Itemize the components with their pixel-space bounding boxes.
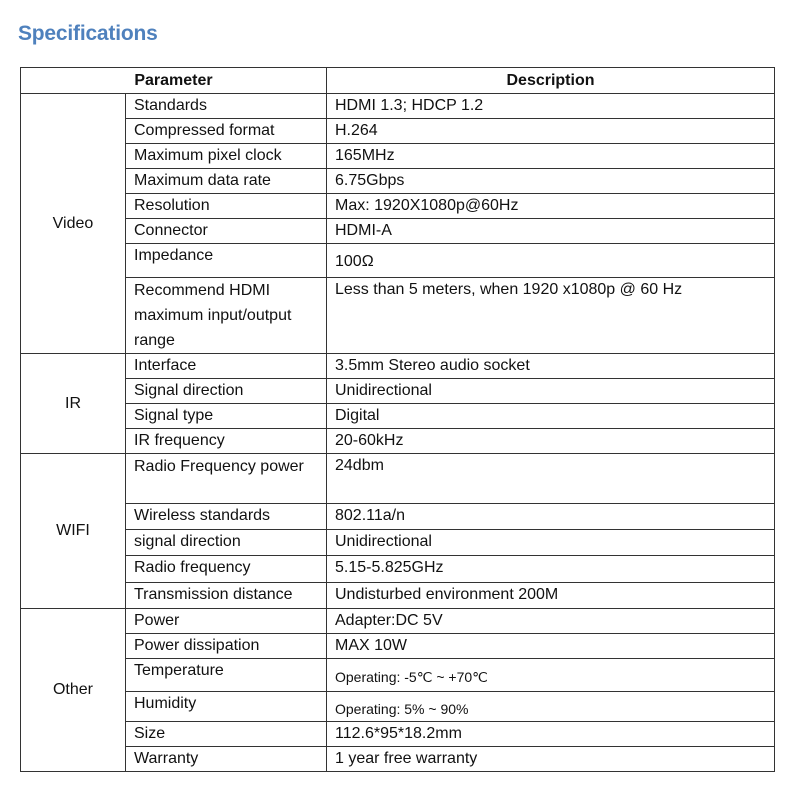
desc-cell: Unidirectional: [327, 379, 775, 404]
table-row: [21, 278, 775, 354]
desc-cell: 165MHz: [327, 144, 775, 169]
desc-cell: Undisturbed environment 200M: [327, 583, 775, 609]
table-row: [21, 194, 775, 219]
desc-cell: Operating: -5℃ ~ +70℃: [327, 659, 775, 692]
desc-cell: 24dbm: [327, 454, 775, 504]
table-row: [21, 94, 775, 119]
desc-cell: Max: 1920X1080p@60Hz: [327, 194, 775, 219]
param-cell: Humidity: [126, 692, 327, 722]
desc-cell: MAX 10W: [327, 634, 775, 659]
page-title: Specifications: [18, 22, 158, 45]
param-cell: Temperature: [126, 659, 327, 692]
param-cell: signal direction: [126, 530, 327, 556]
param-cell: Maximum data rate: [126, 169, 327, 194]
param-cell: Size: [126, 722, 327, 747]
table-row: [21, 379, 775, 404]
desc-cell: Unidirectional: [327, 530, 775, 556]
table-row: [21, 692, 775, 722]
desc-cell: Less than 5 meters, when 1920 x1080p @ 60 Hz: [327, 278, 775, 354]
table-row: [21, 144, 775, 169]
desc-cell: 100Ω: [327, 244, 775, 278]
table-row: [21, 119, 775, 144]
table-row: [21, 429, 775, 454]
param-cell: Radio frequency: [126, 556, 327, 583]
desc-cell: H.264: [327, 119, 775, 144]
desc-cell: 5.15-5.825GHz: [327, 556, 775, 583]
parameter-header: Parameter: [21, 68, 327, 94]
desc-cell: Adapter:DC 5V: [327, 609, 775, 634]
desc-cell: HDMI 1.3; HDCP 1.2: [327, 94, 775, 119]
table-row: [21, 219, 775, 244]
param-cell: Maximum pixel clock: [126, 144, 327, 169]
table-row: [21, 454, 775, 504]
table-row: [21, 609, 775, 634]
desc-cell: 112.6*95*18.2mm: [327, 722, 775, 747]
table-row: [21, 747, 775, 772]
table-row: [21, 169, 775, 194]
group-label-video: Video: [21, 94, 126, 354]
desc-cell: 20-60kHz: [327, 429, 775, 454]
table-header-row: [21, 68, 775, 94]
table-row: [21, 404, 775, 429]
table-row: [21, 244, 775, 278]
param-cell: Signal type: [126, 404, 327, 429]
param-cell: Power dissipation: [126, 634, 327, 659]
table-row: [21, 556, 775, 583]
param-cell: Compressed format: [126, 119, 327, 144]
desc-cell: 3.5mm Stereo audio socket: [327, 354, 775, 379]
param-cell: Transmission distance: [126, 583, 327, 609]
table-row: [21, 659, 775, 692]
param-cell: Signal direction: [126, 379, 327, 404]
desc-cell: HDMI-A: [327, 219, 775, 244]
param-cell: Warranty: [126, 747, 327, 772]
param-cell: Resolution: [126, 194, 327, 219]
param-cell: Radio Frequency power: [126, 454, 327, 504]
group-label-ir: IR: [21, 354, 126, 454]
table-row: [21, 583, 775, 609]
table-row: [21, 504, 775, 530]
param-cell: Recommend HDMI maximum input/output range: [126, 278, 327, 354]
description-header: Description: [327, 68, 775, 94]
desc-cell: 802.11a/n: [327, 504, 775, 530]
desc-cell: 1 year free warranty: [327, 747, 775, 772]
specifications-table: [20, 67, 775, 772]
param-cell: Impedance: [126, 244, 327, 278]
param-cell: Wireless standards: [126, 504, 327, 530]
param-cell: Standards: [126, 94, 327, 119]
desc-cell: 6.75Gbps: [327, 169, 775, 194]
group-label-other: Other: [21, 609, 126, 772]
desc-cell: Operating: 5% ~ 90%: [327, 692, 775, 722]
table-row: [21, 354, 775, 379]
desc-cell: Digital: [327, 404, 775, 429]
param-cell: IR frequency: [126, 429, 327, 454]
param-cell: Connector: [126, 219, 327, 244]
group-label-wifi: WIFI: [21, 454, 126, 609]
table-row: [21, 530, 775, 556]
param-cell: Power: [126, 609, 327, 634]
param-cell: Interface: [126, 354, 327, 379]
table-row: [21, 634, 775, 659]
table-row: [21, 722, 775, 747]
